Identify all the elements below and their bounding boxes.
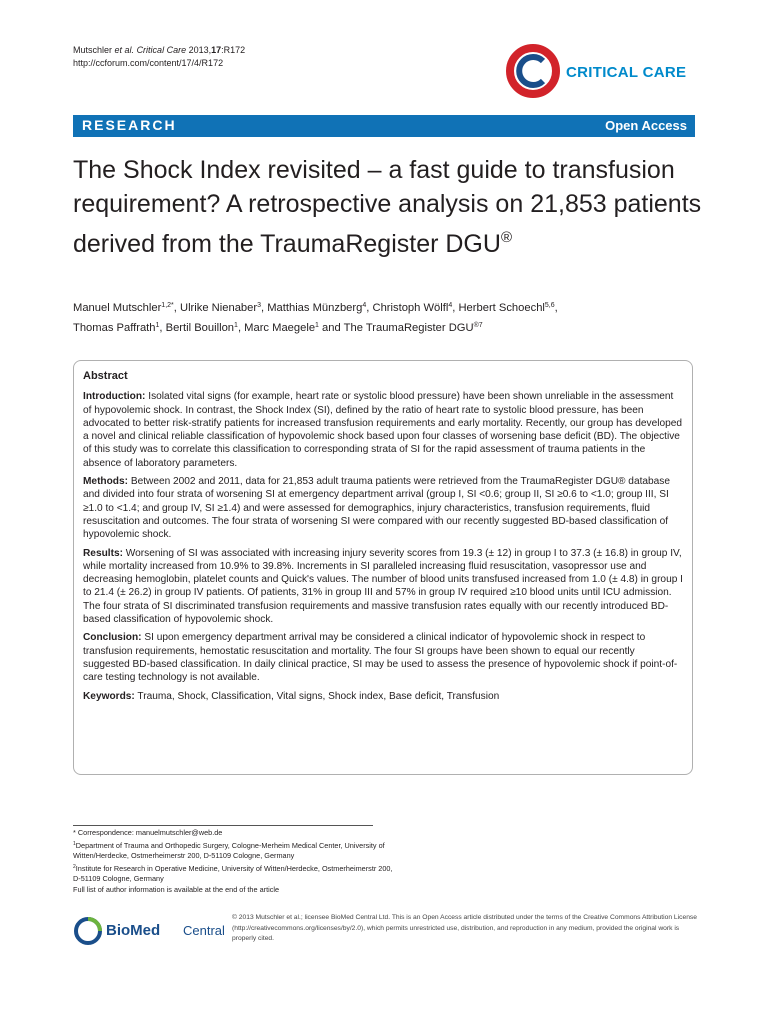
citation-article: :R172 <box>221 45 246 55</box>
abstract-conclusion <box>83 631 684 684</box>
open-access-label: Open Access <box>605 118 687 133</box>
publisher-bio: BioMed <box>106 922 161 939</box>
citation-authors: Mutschler <box>73 45 113 55</box>
publisher-central: Central <box>183 923 225 938</box>
author-name: Thomas Paffrath <box>73 322 156 334</box>
affiliation-2 <box>73 862 393 885</box>
abstract-introduction <box>83 390 684 470</box>
correspondence: * Correspondence: manuelmutschler@web.de <box>73 828 223 837</box>
critical-care-logo <box>505 43 705 99</box>
author-name: The TraumaRegister DGU <box>343 322 474 334</box>
journal-logo-name: CRITICAL CARE <box>566 64 687 81</box>
author-name: Bertil Bouillon <box>165 322 235 334</box>
affiliation-1 <box>73 839 393 862</box>
abstract-methods <box>83 475 684 541</box>
citation-line <box>73 44 245 57</box>
author-name: Herbert Schoechl <box>458 302 545 314</box>
abstract-section-label: Methods: <box>83 476 128 488</box>
citation-volume: 17 <box>211 45 222 55</box>
citation-url[interactable]: http://ccforum.com/content/17/4/R172 <box>73 58 224 68</box>
footnote-divider <box>73 825 373 826</box>
abstract-heading: Abstract <box>83 370 128 382</box>
abstract-keywords <box>83 690 684 703</box>
article-title <box>73 154 703 262</box>
citation-year: 2013, <box>188 45 212 55</box>
critical-care-logo-icon <box>505 43 561 99</box>
author-separator: , <box>173 302 180 314</box>
full-list-note: Full list of author information is available at the end of the article <box>73 884 280 894</box>
abstract-section-label: Results: <box>83 547 123 559</box>
license-text: © 2013 Mutschler et al.; licensee BioMed Central Ltd. This is an Open Access article distributed under the terms of the Creative Commons Attribution License (http://creativecommons.org/licenses/by/2.0), which permits unrestricted use, distribution, and reproduction in any medium, provided the original work is properly cited. <box>232 914 697 942</box>
author-separator: , <box>261 302 268 314</box>
author-affiliation: 1 <box>315 322 319 329</box>
abstract-section-label: Keywords: <box>83 690 135 702</box>
author-affiliation: 1 <box>234 322 238 329</box>
abstract-box <box>73 360 693 775</box>
citation-journal: Critical Care <box>136 45 187 55</box>
abstract-section-text: Isolated vital signs (for example, heart rate or systolic blood pressure) have been shown unreliable in the assessment of hypovolemic shock. In contrast, the Shock Index (SI), defined by the ratio of heart rate to systolic blood pressure, has been advocated to better risk-stratify patients for increased transfusion requirements and early mortality. Recently, our group has developed a novel and clinical reliable classification of hypovolemic shock based upon four classes of worsening base deficit (BD). The objective of this study was to correlate this classification to corresponding strata of SI for the rapid assessment of trauma patients in the absence of laboratory parameters. <box>83 391 682 469</box>
author-name: Manuel Mutschler <box>73 302 162 314</box>
author-affiliation: 1 <box>155 322 160 329</box>
author-separator: , <box>159 322 166 334</box>
abstract-results <box>83 547 684 627</box>
author-separator: , <box>554 302 558 314</box>
affiliation-number: 1 <box>73 840 76 847</box>
affiliation-text: Institute for Research in Operative Medicine, University of Witten/Herdecke, Ostmerheimerstr 200, D-51109 Cologne, Germany <box>73 863 393 883</box>
abstract-section-label: Conclusion: <box>83 632 142 644</box>
author-list <box>73 297 703 337</box>
abstract-section-text: Trauma, Shock, Classification, Vital signs, Shock index, Base deficit, Transfusion <box>137 690 500 702</box>
footnotes <box>73 825 393 895</box>
author-separator: and <box>318 322 344 334</box>
citation-etal: et al. <box>114 45 135 55</box>
author-separator: , <box>366 302 373 314</box>
citation-header <box>73 44 245 70</box>
author-separator: , <box>452 302 459 314</box>
author-name: Ulrike Nienaber <box>179 302 258 314</box>
article-title-text: The Shock Index revisited – a fast guide to transfusion requirement? A retrospective analysis on 21,853 patients derived from the TraumaRegister DGU <box>73 156 702 258</box>
author-affiliation: 5,6 <box>544 302 555 309</box>
abstract-section-text: Worsening of SI was associated with increasing injury severity scores from 19.3 (± 12) in group I to 37.3 (± 16.8) in group IV, while mortality increased from 10.9% to 39.8%. Increments in SI paralleled increasing fluid resuscitation, vasopressor use and decreasing hemoglobin, platelet counts and Quick's values. The number of blood units transfused increased from 1.0 (± 4.8) in group I to 21.4 (± 26.2) in group IV patients. Of patients, 31% in group III and 57% in group IV required ≥10 blood units until ICU admission. The four strata of SI discriminated transfusion requirements and massive transfusion rates equally with our recently introduced BD-based classification of hypovolemic shock. <box>83 547 683 626</box>
section-bar <box>73 115 695 137</box>
affiliation-text: Department of Trauma and Orthopedic Surgery, Cologne-Merheim Medical Center, University of Witten/Herdecke, Ostmerheimerstr 200, D-51109 Cologne, Germany <box>73 840 385 860</box>
author-affiliation: ®7 <box>473 322 483 329</box>
author-name: Marc Maegele <box>244 322 316 334</box>
author-name: Matthias Münzberg <box>267 302 363 314</box>
author-affiliation: 4 <box>448 302 453 309</box>
author-affiliation: 1,2* <box>161 302 174 309</box>
abstract-section-text: SI upon emergency department arrival may be considered a clinical indicator of hypovolemic shock in respect to transfusion requirements, hemostatic resuscitation and mortality. The four SI groups have been shown to equal our recently suggested BD-based classification. In daily clinical practice, SI may be used to assess the presence of hypovolemic shock if point-of-care testing technology is not available. <box>83 632 678 684</box>
author-affiliation: 4 <box>362 302 367 309</box>
author-affiliation: 3 <box>257 302 261 309</box>
author-separator: , <box>237 322 245 334</box>
registered-mark: ® <box>500 229 512 246</box>
biomed-central-logo-icon <box>73 916 103 946</box>
author-name: Christoph Wölfl <box>372 302 449 314</box>
abstract-section-label: Introduction: <box>83 391 146 403</box>
biomed-central-logo <box>73 915 223 951</box>
section-label: RESEARCH <box>82 117 177 133</box>
abstract-section-text: Between 2002 and 2011, data for 21,853 adult trauma patients were retrieved from the TraumaRegister DGU® database and divided into four strata of worsening SI at emergency department arrival (group I, SI <0.6; group II, SI ≥0.6 to <1.0; group III, SI ≥1.0 to <1.4; and group IV, SI ≥1.4) and were assessed for demographics, injury characteristics, transfusion requirements, fluid resuscitation and outcomes. The four strata of worsening SI were compared with our recently suggested BD-based classification of hypovolemic shock. <box>83 476 670 541</box>
affiliation-number: 2 <box>73 863 76 870</box>
